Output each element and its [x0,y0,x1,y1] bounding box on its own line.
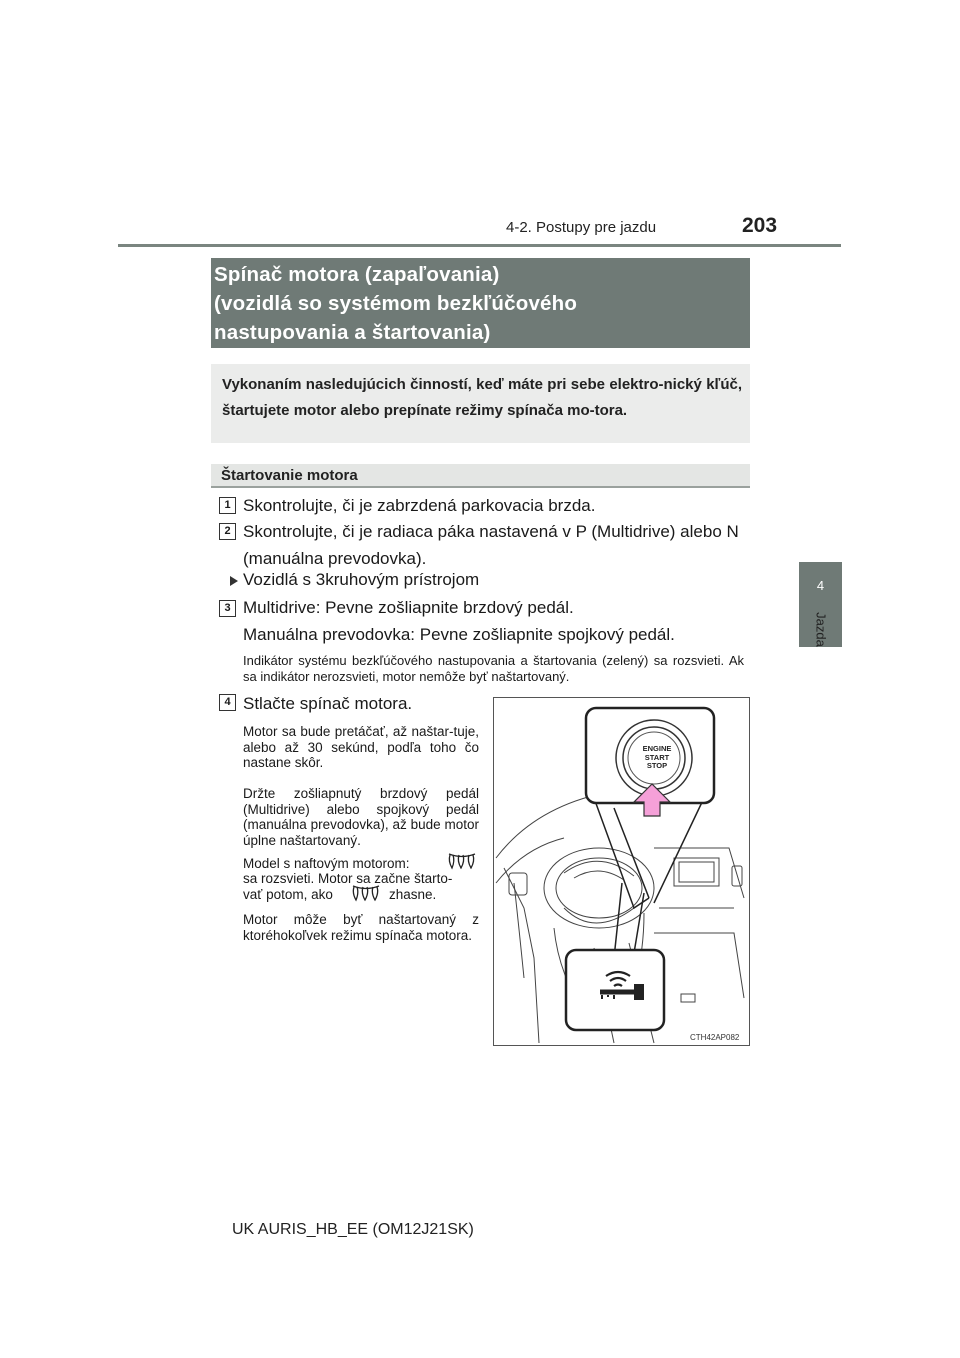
engine-button-label-line: ENGINE [642,744,672,753]
page-number: 203 [742,214,778,237]
step-4-note-2: Držte zošliapnutý brzdový pedál (Multidrive) alebo spojkový pedál (manuálna prevodovka), až bude motor úplne naštartovaný. [243,786,479,848]
step-number-1: 1 [219,497,236,514]
footer-model-code: UK AURIS_HB_EE (OM12J21SK) [232,1221,474,1238]
step-number-3: 3 [219,600,236,617]
figure-code: CTH42AP082 [690,1033,740,1042]
engine-button-label [640,745,674,771]
title-line-3: nastupovania a štartovania) [214,321,491,344]
page-title [214,260,748,347]
step-3-line-2: Manuálna prevodovka: Pevne zošliapnite spojkový pedál. [243,625,675,644]
step-2-text [243,518,744,572]
smart-key-indicator-icon [594,966,650,1002]
step-4-note-3c: vať potom, ako [243,887,333,902]
intro-text: Vykonaním nasledujúcich činností, keď máte pri sebe elektro-nický kľúč, štartujete motor alebo prepínate režimy spínača mo-tora. [222,376,742,419]
engine-button-label-line: STOP [646,761,668,770]
glow-plug-indicator-icon [447,851,477,871]
indicator-note: Indikátor systému bezkľúčového nastupovania a štartovania (zelený) sa rozsvieti. Ak sa indikátor nerozsvieti, motor nemôže byť naštartovaný. [243,653,744,684]
title-line-1: Spínač motora (zapaľovania) [214,263,500,286]
section-label: 4-2. Postupy pre jazdu [506,219,657,236]
step-1-text: Skontrolujte, či je zabrzdená parkovacia brzda. [243,496,596,515]
step-4-note-1: Motor sa bude pretáčať, až naštar-tuje, alebo až 30 sekúnd, podľa toho čo nastane skôr. [243,724,479,770]
step-number-2: 2 [219,523,236,540]
title-line-2: (vozidlá so systémom bezkľúčového [214,292,578,315]
subsection-title: Štartovanie motora [221,467,358,484]
triangle-bullet-icon [229,575,239,587]
step-4-note-3d: zhasne. [389,887,437,902]
step-4-note-4: Motor môže byť naštartovaný z ktoréhokoľvek režimu spínača motora. [243,912,479,943]
step-4-note-3b: sa rozsvieti. Motor sa začne štarto- [243,871,453,886]
step-3-line-1: Multidrive: Pevne zošliapnite brzdový pedál. [243,598,574,617]
step-4-text: Stlačte spínač motora. [243,694,413,713]
variant-note: Vozidlá s 3kruhovým prístrojom [243,570,480,589]
chapter-number: 4 [816,578,825,593]
step-4-note-3a: Model s naftovým motorom: [243,856,410,871]
step-2-line-1: Skontrolujte, či je radiaca páka nastavená v P (Multidrive) alebo N [243,522,739,541]
header-rule [118,244,841,247]
chapter-name: Jazda [813,612,829,647]
engine-button-label-line: START [644,752,670,762]
glow-plug-indicator-icon [351,883,381,903]
step-2-line-2: (manuálna prevodovka). [243,549,427,568]
step-number-4: 4 [219,694,236,711]
